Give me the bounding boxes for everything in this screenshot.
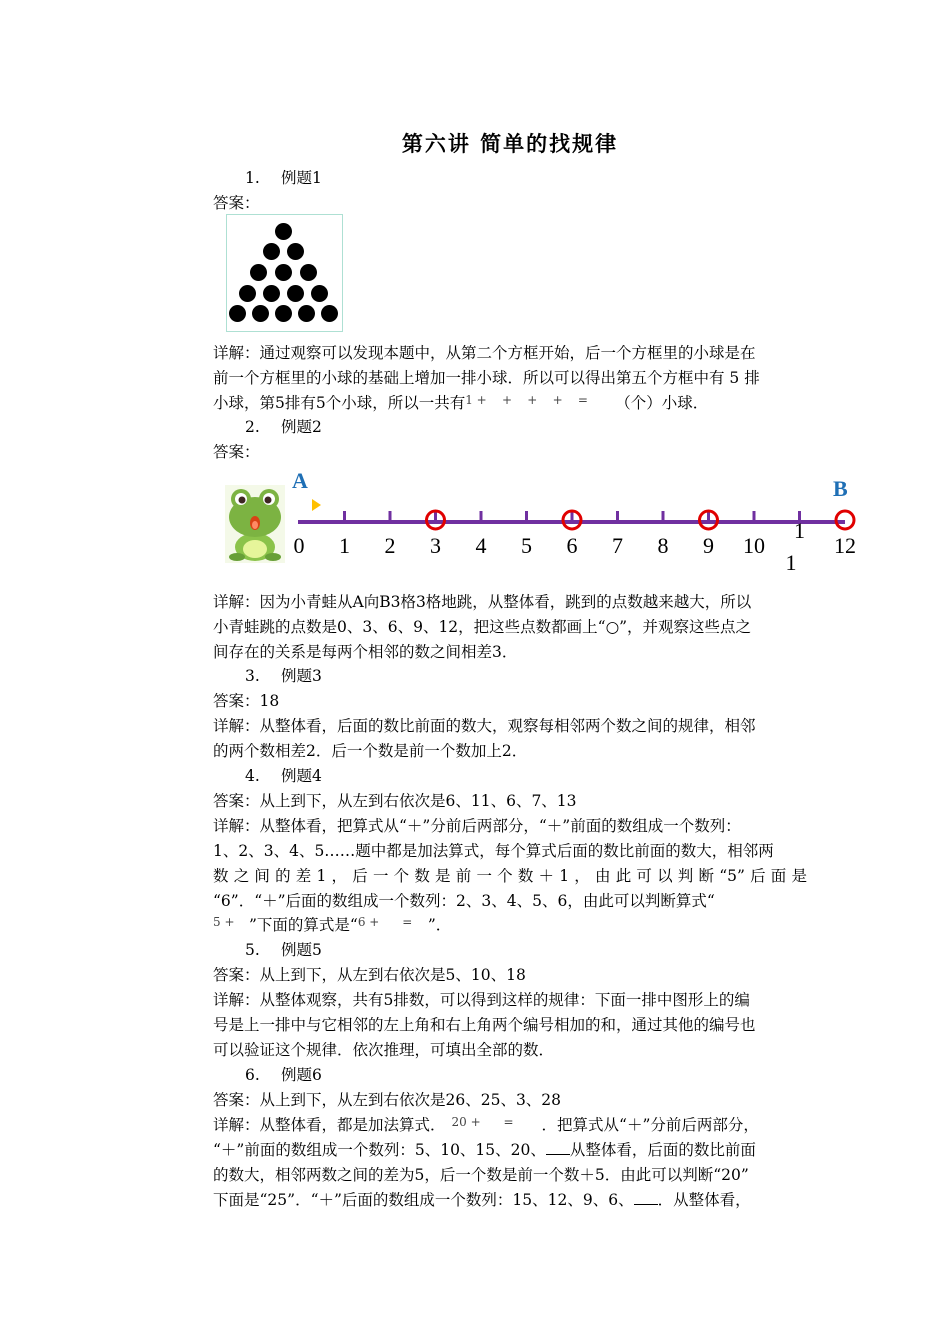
ball <box>252 305 269 322</box>
ball <box>275 223 292 240</box>
ball <box>229 305 246 322</box>
ex5-detail-line: 可以验证这个规律．依次推理，可填出全部的数． <box>213 1041 555 1059</box>
ex4-formula-b: 6 + = <box>357 915 413 929</box>
ex6-detail-line: “＋”前面的数组成一个数列：5、10、15、20、 从整体看，后面的数比前面 <box>213 1141 756 1159</box>
page-title: 第六讲 简单的找规律 <box>401 131 619 156</box>
point-a-label: A <box>292 468 308 493</box>
ex4-detail-line: 数之间的差1，后一个数是前一个数＋1，由此可以判断“5”后面是 <box>213 867 807 885</box>
tick-label: 0 <box>293 533 305 558</box>
ex4-detail-line: 5 + ”下面的算式是“6 + = ”． <box>213 913 451 939</box>
ex1-detail-line: 前一个方框里的小球的基础上增加一排小球．所以可以得出第五个方框中有 5 排 <box>213 369 760 387</box>
ex2-detail-line: 小青蛙跳的点数是0、3、6、9、12，把这些点数都画上“○”，并观察这些点之 <box>213 618 752 636</box>
tick-label: 10 <box>743 533 765 558</box>
answer-blank <box>546 1140 570 1155</box>
ex5-detail-line: 号是上一排中与它相邻的左上角和右上角两个编号相加的和，通过其他的编号也 <box>213 1016 756 1034</box>
ball <box>275 264 292 281</box>
ex6-detail-line: 的数大，相邻两数之间的差为5，后一个数是前一个数＋5．由此可以判断“20” <box>213 1166 749 1184</box>
ex6-answer: 答案：从上到下，从左到右依次是26、25、3、28 <box>213 1091 562 1109</box>
tick-label: 3 <box>430 533 441 558</box>
tick-label: 8 <box>657 533 669 558</box>
example-4-heading: 4. 例题4 <box>245 767 322 785</box>
tick-label: 2 <box>384 533 396 558</box>
tick-label: 9 <box>703 533 714 558</box>
ex1-formula: 1 + + + + = <box>465 393 588 407</box>
ex3-detail-line: 详解：从整体看，后面的数比前面的数大，观察每相邻两个数之间的规律，相邻 <box>213 717 756 735</box>
answer-blank <box>634 1190 658 1205</box>
example-5-heading: 5. 例题5 <box>245 941 322 959</box>
ex4-formula-a: 5 + <box>213 915 235 929</box>
ex5-detail-line: 详解：从整体观察，共有5排数，可以得到这样的规律：下面一排中图形上的编 <box>213 991 750 1009</box>
ex2-detail-line: 间存在的关系是每两个相邻的数之间相差3． <box>213 643 518 661</box>
ball <box>321 305 338 322</box>
ball <box>287 243 304 260</box>
point-b-label: B <box>833 476 848 501</box>
number-line-figure <box>220 466 870 586</box>
jump-arrow-icon <box>312 499 321 511</box>
ex6-formula: 20 + = <box>451 1115 514 1129</box>
example-2-heading: 2. 例题2 <box>245 418 322 436</box>
ex3-answer: 答案：18 <box>213 692 280 710</box>
ex6-detail-line: 下面是“25”．“＋”后面的数组成一个数列：15、12、9、6、 ．从整体看， <box>213 1191 751 1209</box>
ex1-detail-line: 小球，第5排有5个小球，所以一共有1 + + + + = （个）小球． <box>213 391 708 417</box>
ball <box>250 264 267 281</box>
tick-label: 1 <box>339 533 350 558</box>
example-1-heading: 1. 例题1 <box>245 169 322 187</box>
answer-label-2: 答案： <box>213 443 260 461</box>
tick-label: 6 <box>566 533 578 558</box>
ball <box>298 305 315 322</box>
ex3-detail-line: 的两个数相差2．后一个数是前一个数加上2． <box>213 742 528 760</box>
example-6-heading: 6. 例题6 <box>245 1066 322 1084</box>
tick-label: 7 <box>612 533 623 558</box>
tick-label-11-lower: 1 <box>785 550 797 575</box>
ball <box>263 285 280 302</box>
ex2-detail-line: 详解：因为小青蛙从A向B3格3格地跳，从整体看，跳到的点数越来越大，所以 <box>213 593 752 611</box>
ex4-detail-line: 1、2、3、4、5……题中都是加法算式，每个算式后面的数比前面的数大，相邻两 <box>213 842 774 860</box>
ball <box>239 285 256 302</box>
ex4-detail-line: “6”．“＋”后面的数组成一个数列：2、3、4、5、6，由此可以判断算式“ <box>213 892 715 910</box>
ex6-detail-line: 详解：从整体看，都是加法算式． 20 + = ．把算式从“＋”分前后两部分， <box>213 1113 759 1139</box>
tick-label: 5 <box>521 533 532 558</box>
ball <box>300 264 317 281</box>
ex4-answer: 答案：从上到下，从左到右依次是6、11、6、7、13 <box>213 792 577 810</box>
ball <box>287 285 304 302</box>
ball <box>263 243 280 260</box>
ex4-detail-line: 详解：从整体看，把算式从“＋”分前后两部分，“＋”前面的数组成一个数列： <box>213 817 741 835</box>
tick-label: 4 <box>475 533 487 558</box>
answer-label-1: 答案： <box>213 194 260 212</box>
example-3-heading: 3. 例题3 <box>245 667 322 685</box>
tick-label: 1 <box>794 518 805 543</box>
ball <box>311 285 328 302</box>
ball-triangle-figure <box>226 214 343 332</box>
ex5-answer: 答案：从上到下，从左到右依次是5、10、18 <box>213 966 526 984</box>
ball <box>275 305 292 322</box>
tick-label: 12 <box>834 533 856 558</box>
ex1-detail-line: 详解：通过观察可以发现本题中，从第二个方框开始，后一个方框里的小球是在 <box>213 344 756 362</box>
